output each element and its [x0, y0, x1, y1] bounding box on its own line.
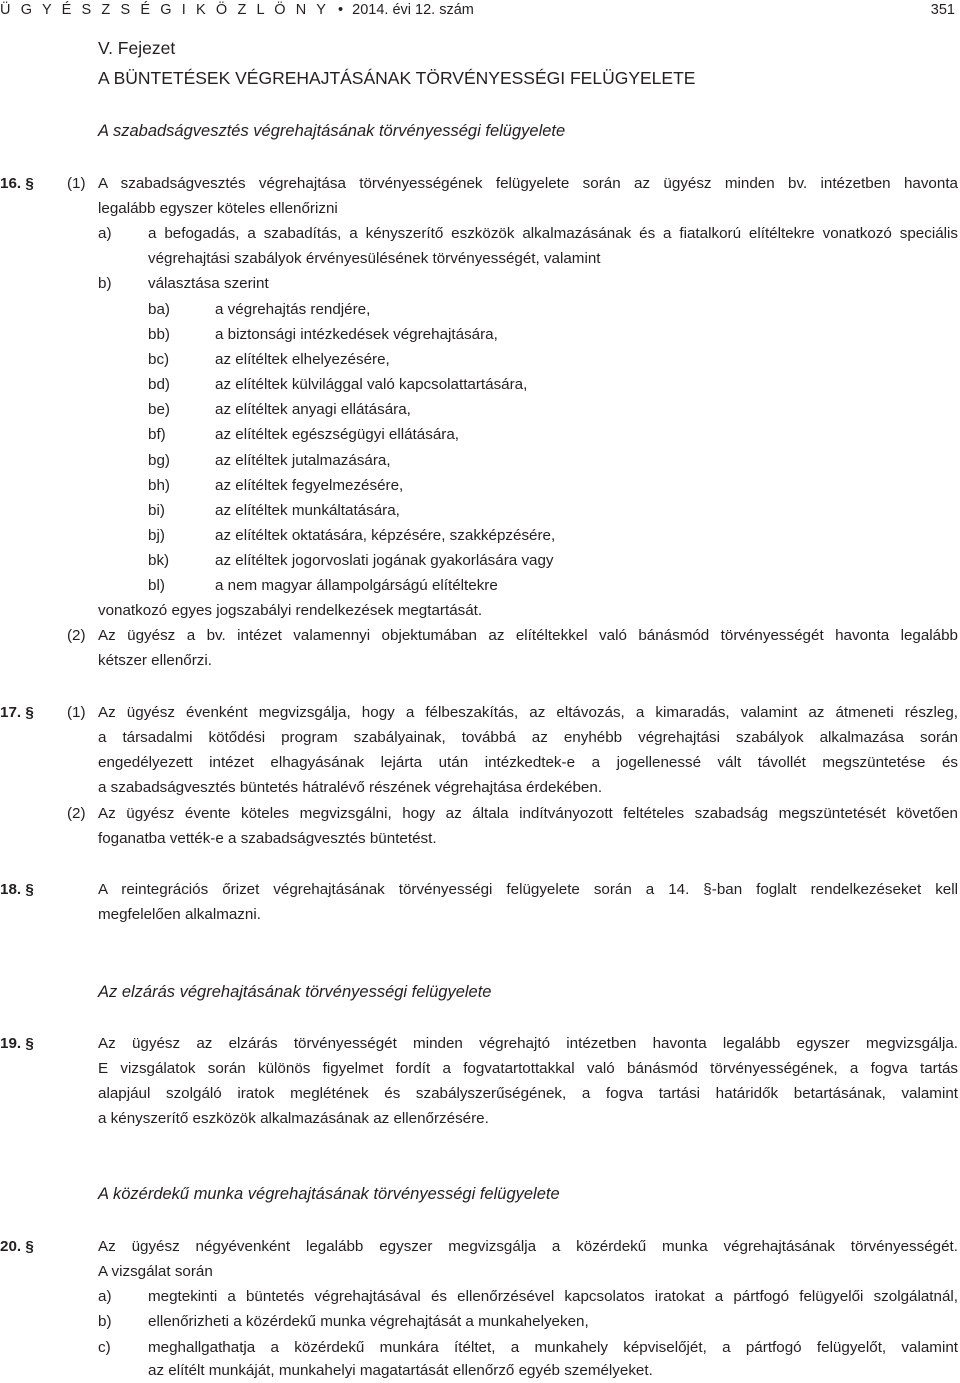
text-line: végrehajtási szabályok érvényesülésének törvényességét, valamint [148, 250, 601, 267]
subsection-mark: (2) [67, 805, 86, 822]
text-line: foganatba vették-e a szabadságvesztés büntetést. [98, 830, 437, 847]
subitem-text: az elítéltek jutalmazására, [215, 452, 391, 469]
item-mark: a) [98, 225, 112, 242]
subsection-mark: (1) [67, 704, 86, 721]
subitem-text: a biztonsági intézkedések végrehajtására, [215, 326, 498, 343]
paragraph-number: 16. § [0, 175, 34, 192]
text-line: ellenőrizheti a közérdekű munka végrehajtását a munkahelyeken, [148, 1313, 589, 1330]
chapter-title: A BÜNTETÉSEK VÉGREHAJTÁSÁNAK TÖRVÉNYESSÉGI FELÜGYELETE [98, 68, 696, 88]
page-header [0, 0, 960, 20]
subitem-mark: bg) [148, 452, 170, 469]
subitem-text: az elítéltek fegyelmezésére, [215, 477, 404, 494]
text-line: Az ügyész évenként megvizsgálja, hogy a félbeszakítás, az eltávozás, a kimaradás, valamint az átmeneti részleg, [98, 704, 958, 721]
subitem-text: az elítéltek külvilággal való kapcsolattartására, [215, 376, 528, 393]
subitem-mark: be) [148, 401, 170, 418]
text-line: A vizsgálat során [98, 1263, 213, 1280]
item-mark: b) [98, 1313, 112, 1330]
subitem-mark: bi) [148, 502, 165, 519]
text-line: E vizsgálatok során különös figyelmet fordít a fogvatartottakkal való bánásmód törvényességének, a fogva tartás [98, 1060, 958, 1077]
subsection-mark: (1) [67, 175, 86, 192]
text-line: legalább egyszer köteles ellenőrizni [98, 200, 338, 217]
text-line: a befogadás, a szabadítás, a kényszerítő eszközök alkalmazásának és a fiatalkorú elítéltekre vonatkozó speciális [148, 225, 958, 242]
item-mark: b) [98, 275, 112, 292]
text-line: választása szerint [148, 275, 269, 292]
subitem-text: az elítéltek jogorvoslati jogának gyakorlására vagy [215, 552, 554, 569]
subitem-text: az elítéltek anyagi ellátására, [215, 401, 411, 418]
header-bullet: • [338, 2, 344, 18]
text-line: Az ügyész négyévenként legalább egyszer megvizsgálja a közérdekű munka végrehajtásának törvényességét. [98, 1238, 958, 1255]
text-line: a kényszerítő eszközök alkalmazásának az ellenőrzésére. [98, 1110, 489, 1127]
item-mark: c) [98, 1339, 111, 1356]
text-line: meghallgathatja a közérdekű munkára ítéltet, a munkahely képviselőjét, a pártfogó felügyelőt, valamint [148, 1339, 958, 1356]
section-heading: A szabadságvesztés végrehajtásának törvényességi felügyelete [98, 122, 566, 140]
subitem-text: a végrehajtás rendjére, [215, 301, 371, 318]
subitem-mark: bk) [148, 552, 170, 569]
subitem-mark: bd) [148, 376, 170, 393]
page-number: 351 [930, 2, 955, 18]
subitem-text: a nem magyar állampolgárságú elítéltekre [215, 577, 498, 594]
item-mark: a) [98, 1288, 112, 1305]
subitem-text: az elítéltek oktatására, képzésére, szakképzésére, [215, 527, 556, 544]
text-line: a szabadságvesztés büntetés hátralévő részének végrehajtása érdekében. [98, 779, 603, 796]
subitem-mark: ba) [148, 301, 170, 318]
text-line: Az ügyész a bv. intézet valamennyi objektumában az elítéltekkel való bánásmód törvényességét havonta legalább [98, 627, 958, 644]
issue-label: 2014. évi 12. szám [352, 2, 474, 18]
text-line: vonatkozó egyes jogszabályi rendelkezések megtartását. [98, 602, 483, 619]
text-line: A szabadságvesztés végrehajtása törvényességének felügyelete során az ügyész minden bv. intézetben havonta [98, 175, 958, 192]
paragraph-number: 17. § [0, 704, 34, 721]
subitem-text: az elítéltek egészségügyi ellátására, [215, 426, 459, 443]
text-line: A reintegrációs őrizet végrehajtásának törvényességi felügyelete során a 14. §-ban foglalt rendelkezéseket kell [98, 881, 958, 898]
text-line: Az ügyész az elzárás törvényességét minden végrehajtó intézetben havonta legalább egyszer megvizsgálja. [98, 1035, 958, 1052]
text-line: Az ügyész évente köteles megvizsgálni, hogy az általa indítványozott feltételes szabadság megszüntetését követően [98, 805, 958, 822]
text-line: a társadalmi kötődési program szabályainak, továbbá az enyhébb végrehajtási szabályok alkalmazása során [98, 729, 958, 746]
paragraph-number: 20. § [0, 1238, 34, 1255]
paragraph-number: 19. § [0, 1035, 34, 1052]
subitem-mark: bh) [148, 477, 170, 494]
text-line: megtekinti a büntetés végrehajtásával és ellenőrzésével kapcsolatos iratokat a pártfogó felügyelői szolgálatnál, [148, 1288, 958, 1305]
text-line: kétszer ellenőrzi. [98, 652, 212, 669]
section-heading: A közérdekű munka végrehajtásának törvényességi felügyelete [98, 1185, 560, 1203]
subsection-mark: (2) [67, 627, 86, 644]
subitem-mark: bf) [148, 426, 166, 443]
subitem-mark: bc) [148, 351, 170, 368]
text-line: megfelelően alkalmazni. [98, 906, 261, 923]
subitem-mark: bb) [148, 326, 170, 343]
subitem-text: az elítéltek elhelyezésére, [215, 351, 390, 368]
text-line: engedélyezett intézet elhagyásának lejárta után intézkedtek-e a jogellenessé vált távollét megszüntetése és [98, 754, 958, 771]
text-line: az elítélt munkáját, munkahelyi magatartását ellenőrző egyéb személyeket. [148, 1362, 653, 1379]
journal-name: Ü G Y É S Z S É G I K Ö Z L Ö N Y [0, 2, 329, 18]
subitem-mark: bl) [148, 577, 165, 594]
subitem-text: az elítéltek munkáltatására, [215, 502, 400, 519]
section-heading: Az elzárás végrehajtásának törvényességi felügyelete [98, 983, 492, 1001]
subitem-mark: bj) [148, 527, 165, 544]
paragraph-number: 18. § [0, 881, 34, 898]
journal-title [0, 0, 474, 20]
text-line: alapjául szolgáló iratok meglétének és szabályszerűségének, a fogva tartási határidők betartásának, valamint [98, 1085, 958, 1102]
chapter-number: V. Fejezet [98, 38, 176, 58]
